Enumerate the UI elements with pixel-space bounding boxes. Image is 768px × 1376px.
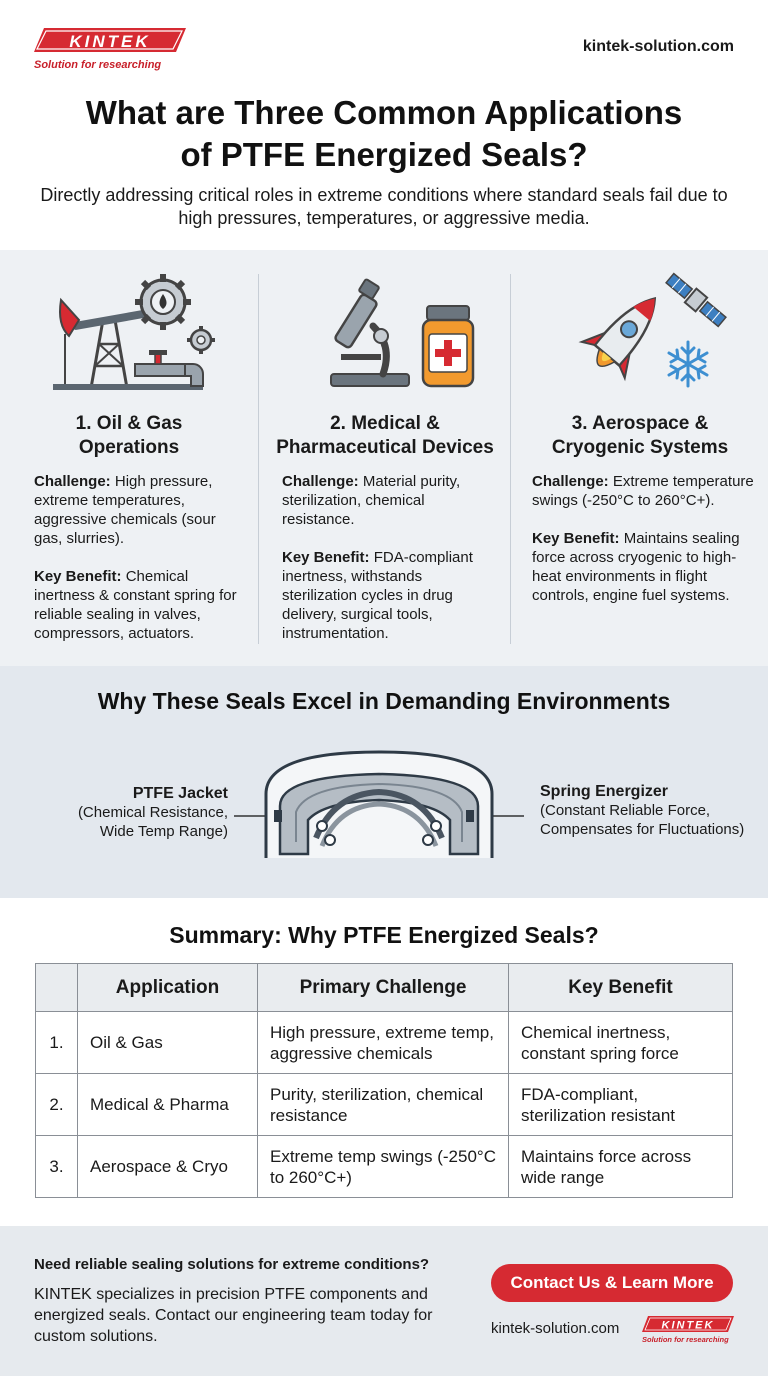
svg-text:Solution for researching: Solution for researching — [642, 1335, 729, 1344]
application-title — [0, 412, 258, 460]
application-title-line-1: 2. Medical & — [330, 413, 440, 434]
application-title-line-2: Cryogenic Systems — [551, 437, 729, 458]
challenge-label: Challenge: — [34, 473, 111, 490]
spring-energizer-title: Spring Energizer — [540, 783, 669, 800]
row-application: Medical & Pharma — [78, 1074, 258, 1136]
spring-energizer-label — [540, 782, 750, 839]
ptfe-jacket-desc: (Chemical Resistance, Wide Temp Range) — [77, 804, 228, 840]
application-title-line-2: Operations — [78, 437, 180, 458]
ptfe-jacket-title: PTFE Jacket — [132, 785, 228, 802]
footer-logo-badge-icon — [642, 1315, 734, 1345]
challenge-text: Extreme temperature swings (-250°C to 260°C+). — [532, 473, 754, 509]
applications-section — [0, 250, 768, 666]
page-title — [0, 92, 768, 176]
rocket-icon — [512, 270, 768, 400]
header — [0, 0, 768, 250]
logo-tagline: Solution for researching — [34, 59, 162, 71]
summary-table — [35, 963, 733, 1198]
challenge-text: High pressure, extreme temperatures, aggressive chemicals (sour gas, slurries). — [34, 473, 216, 547]
challenge-paragraph — [282, 472, 500, 529]
microscope-icon — [260, 270, 510, 400]
ptfe-jacket-label — [40, 784, 228, 841]
benefit-text: Chemical inertness & constant spring for reliable sealing in valves, compressors, actuators. — [34, 568, 237, 642]
table-header-row — [36, 964, 733, 1012]
benefit-paragraph — [532, 529, 762, 605]
application-description — [532, 472, 762, 624]
challenge-label: Challenge: — [282, 473, 359, 490]
row-challenge: Extreme temp swings (-250°C to 260°C+) — [258, 1136, 509, 1198]
row-number: 3. — [36, 1136, 78, 1198]
application-description — [34, 472, 248, 662]
column-header-benefit: Key Benefit — [509, 964, 733, 1012]
benefit-paragraph — [282, 548, 500, 643]
footer-kintek-logo[interactable] — [642, 1315, 734, 1350]
kintek-logo[interactable] — [34, 26, 186, 71]
logo-badge-icon — [34, 26, 186, 60]
seal-cross-section-diagram — [234, 746, 524, 866]
footer-url[interactable]: kintek-solution.com — [491, 1320, 620, 1337]
page-subtitle: Directly addressing critical roles in extreme conditions where standard seals fail due to high pressures, temperatures, or aggressive media. — [40, 185, 728, 228]
row-challenge: Purity, sterilization, chemical resistance — [258, 1074, 509, 1136]
table-row — [36, 1074, 733, 1136]
why-title: Why These Seals Excel in Demanding Environments — [97, 688, 671, 714]
svg-text:KINTEK: KINTEK — [69, 32, 151, 51]
row-benefit: Chemical inertness, constant spring force — [509, 1012, 733, 1074]
why-section — [0, 666, 768, 898]
benefit-text: FDA-compliant inertness, withstands sterilization cycles in drug delivery, surgical tools, instrumentation. — [282, 549, 473, 642]
page-title-line-2: of PTFE Energized Seals? — [180, 136, 588, 173]
column-header-challenge: Primary Challenge — [258, 964, 509, 1012]
row-benefit: Maintains force across wide range — [509, 1136, 733, 1198]
application-card-medical — [260, 250, 510, 666]
contact-us-button[interactable]: Contact Us & Learn More — [491, 1264, 733, 1302]
application-description — [282, 472, 500, 662]
challenge-label: Challenge: — [532, 473, 609, 490]
footer-question: Need reliable sealing solutions for extreme conditions? — [34, 1256, 430, 1273]
application-title — [260, 412, 510, 460]
challenge-paragraph — [532, 472, 762, 510]
row-application: Aerospace & Cryo — [78, 1136, 258, 1198]
column-divider — [510, 274, 511, 644]
table-row — [36, 1136, 733, 1198]
row-number: 1. — [36, 1012, 78, 1074]
benefit-text: Maintains sealing force across cryogenic to high-heat environments in flight controls, engine fuel systems. — [532, 530, 740, 604]
footer-text: KINTEK specializes in precision PTFE components and energized seals. Contact our engineering team today for custom solutions. — [34, 1286, 433, 1345]
oil-pump-icon — [0, 270, 258, 400]
summary-section — [0, 898, 768, 1226]
benefit-label: Key Benefit: — [532, 530, 620, 547]
site-url[interactable]: kintek-solution.com — [582, 38, 734, 55]
svg-text:KINTEK: KINTEK — [661, 1319, 715, 1332]
application-card-oil-gas — [0, 250, 258, 666]
challenge-paragraph — [34, 472, 248, 548]
application-title-line-2: Pharmaceutical Devices — [276, 437, 494, 458]
application-card-aerospace — [512, 250, 768, 666]
column-header-number — [36, 964, 78, 1012]
column-header-application: Application — [78, 964, 258, 1012]
page-title-line-1: What are Three Common Applications — [85, 94, 683, 131]
application-title-line-1: 3. Aerospace & — [571, 413, 709, 434]
application-title — [512, 412, 768, 460]
application-title-line-1: 1. Oil & Gas — [75, 413, 183, 434]
benefit-label: Key Benefit: — [34, 568, 122, 585]
row-challenge: High pressure, extreme temp, aggressive chemicals — [258, 1012, 509, 1074]
benefit-label: Key Benefit: — [282, 549, 370, 566]
challenge-text: Material purity, sterilization, chemical resistance. — [282, 473, 461, 528]
row-number: 2. — [36, 1074, 78, 1136]
table-row — [36, 1012, 733, 1074]
column-divider — [258, 274, 259, 644]
summary-title: Summary: Why PTFE Energized Seals? — [169, 922, 599, 948]
row-application: Oil & Gas — [78, 1012, 258, 1074]
row-benefit: FDA-compliant, sterilization resistant — [509, 1074, 733, 1136]
footer — [0, 1226, 768, 1376]
spring-energizer-desc: (Constant Reliable Force, Compensates for Fluctuations) — [540, 802, 745, 838]
benefit-paragraph — [34, 567, 248, 643]
